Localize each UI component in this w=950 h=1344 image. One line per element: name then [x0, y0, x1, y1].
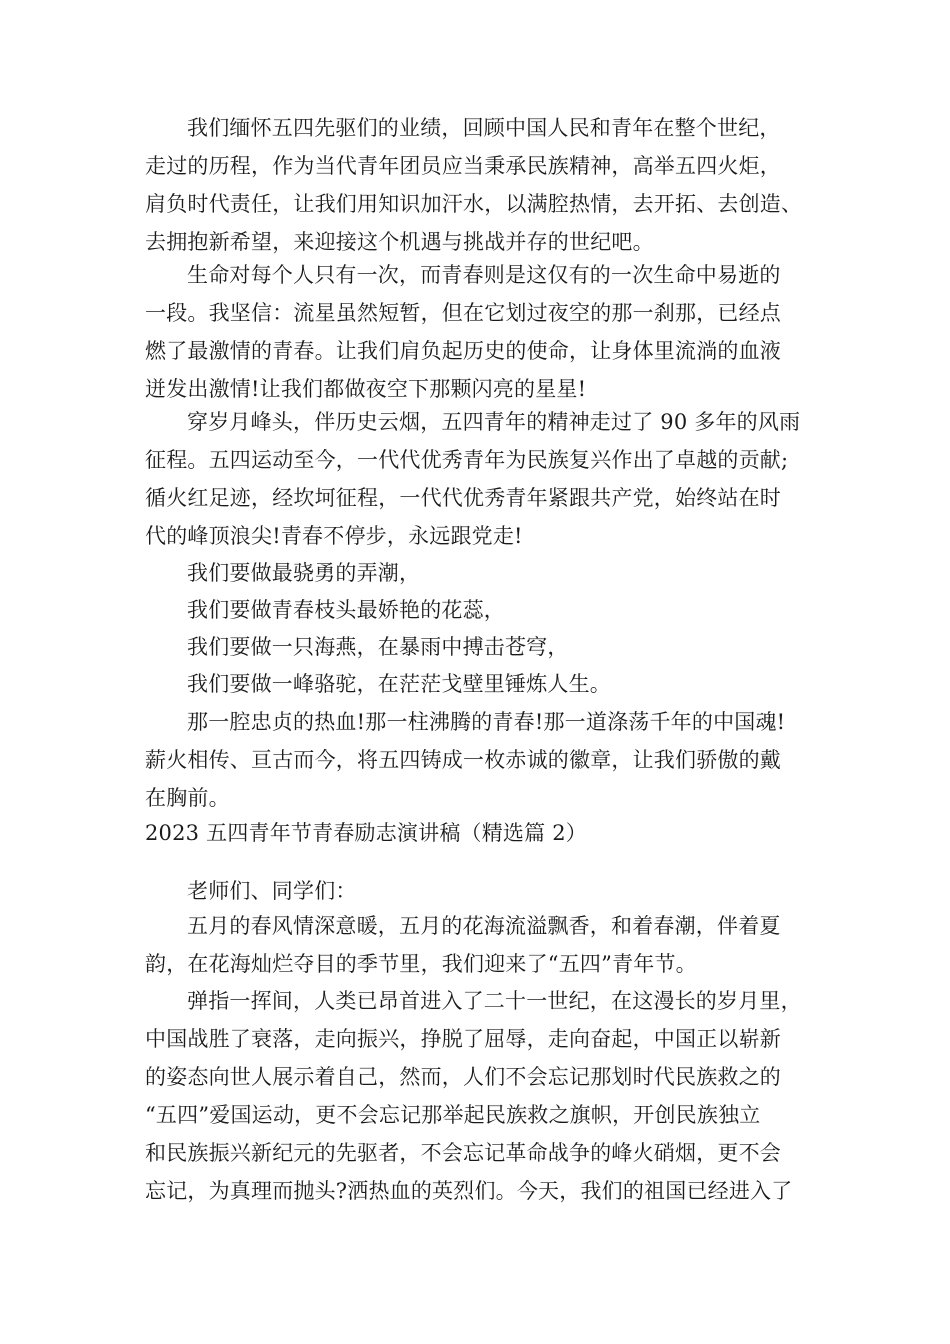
verse-line-1: 我们要做最骁勇的弄潮，: [187, 561, 421, 585]
paragraph-6-line-2: 中国战胜了衰落，走向振兴，挣脱了屈辱，走向奋起，中国正以崭新: [145, 1027, 781, 1051]
paragraph-1-line-2: 走过的历程，作为当代青年团员应当秉承民族精神，高举五四火炬，: [145, 154, 781, 178]
paragraph-1-line-3: 肩负时代责任，让我们用知识加汗水，以满腔热情，去开拓、去创造、: [145, 192, 803, 216]
verse-line-4: 我们要做一峰骆驼，在茫茫戈壁里锤炼人生。: [187, 672, 611, 696]
salutation: 老师们、同学们：: [187, 879, 357, 903]
paragraph-3-line-2: 征程。五四运动至今，一代代优秀青年为民族复兴作出了卓越的贡献;: [145, 448, 789, 472]
paragraph-1-line-1: 我们缅怀五四先驱们的业绩，回顾中国人民和青年在整个世纪，: [187, 116, 781, 140]
paragraph-6-line-1: 弹指一挥间，人类已昂首进入了二十一世纪，在这漫长的岁月里，: [187, 989, 802, 1013]
paragraph-2-line-3: 燃了最激情的青春。让我们肩负起历史的使命，让身体里流淌的血液: [145, 339, 781, 363]
paragraph-3-line-1: 穿岁月峰头，伴历史云烟，五四青年的精神走过了 90 多年的风雨: [187, 410, 801, 434]
paragraph-5-line-2: 韵，在花海灿烂夺目的季节里，我们迎来了“五四”青年节。: [145, 952, 697, 976]
paragraph-6-line-5: 和民族振兴新纪元的先驱者，不会忘记革命战争的峰火硝烟，更不会: [145, 1141, 781, 1165]
paragraph-3-line-4: 代的峰顶浪尖!青春不停步，永远跟党走!: [145, 524, 523, 548]
paragraph-4-line-2: 薪火相传、亘古而今，将五四铸成一枚赤诚的徽章，让我们骄傲的戴: [145, 748, 781, 772]
paragraph-5-line-1: 五月的春风情深意暖，五月的花海流溢飘香，和着春潮，伴着夏: [187, 914, 781, 938]
section-heading: 2023 五四青年节青春励志演讲稿（精选篇 2）: [145, 821, 587, 845]
verse-line-2: 我们要做青春枝头最娇艳的花蕊，: [187, 598, 505, 622]
paragraph-4-line-1: 那一腔忠贞的热血!那一柱沸腾的青春!那一道涤荡千年的中国魂!: [187, 710, 786, 734]
paragraph-6-line-6: 忘记，为真理而抛头?洒热血的英烈们。今天，我们的祖国已经进入了: [145, 1179, 793, 1203]
paragraph-3-line-3: 循火红足迹，经坎坷征程，一代代优秀青年紧跟共产党，始终站在时: [145, 486, 781, 510]
paragraph-6-line-4: “五四”爱国运动，更不会忘记那举起民族救之旗帜，开创民族独立: [145, 1103, 761, 1127]
paragraph-2-line-1: 生命对每个人只有一次，而青春则是这仅有的一次生命中易逝的: [187, 263, 781, 287]
paragraph-6-line-3: 的姿态向世人展示着自己，然而，人们不会忘记那划时代民族救之的: [145, 1065, 781, 1089]
paragraph-4-line-3: 在胸前。: [145, 786, 230, 810]
paragraph-1-line-4: 去拥抱新希望，来迎接这个机遇与挑战并存的世纪吧。: [145, 230, 654, 254]
verse-line-3: 我们要做一只海燕，在暴雨中搏击苍穹，: [187, 635, 569, 659]
paragraph-2-line-2: 一段。我坚信：流星虽然短暂，但在它划过夜空的那一刹那，已经点: [145, 301, 781, 325]
paragraph-2-line-4: 迸发出激情!让我们都做夜空下那颗闪亮的星星!: [145, 377, 587, 401]
